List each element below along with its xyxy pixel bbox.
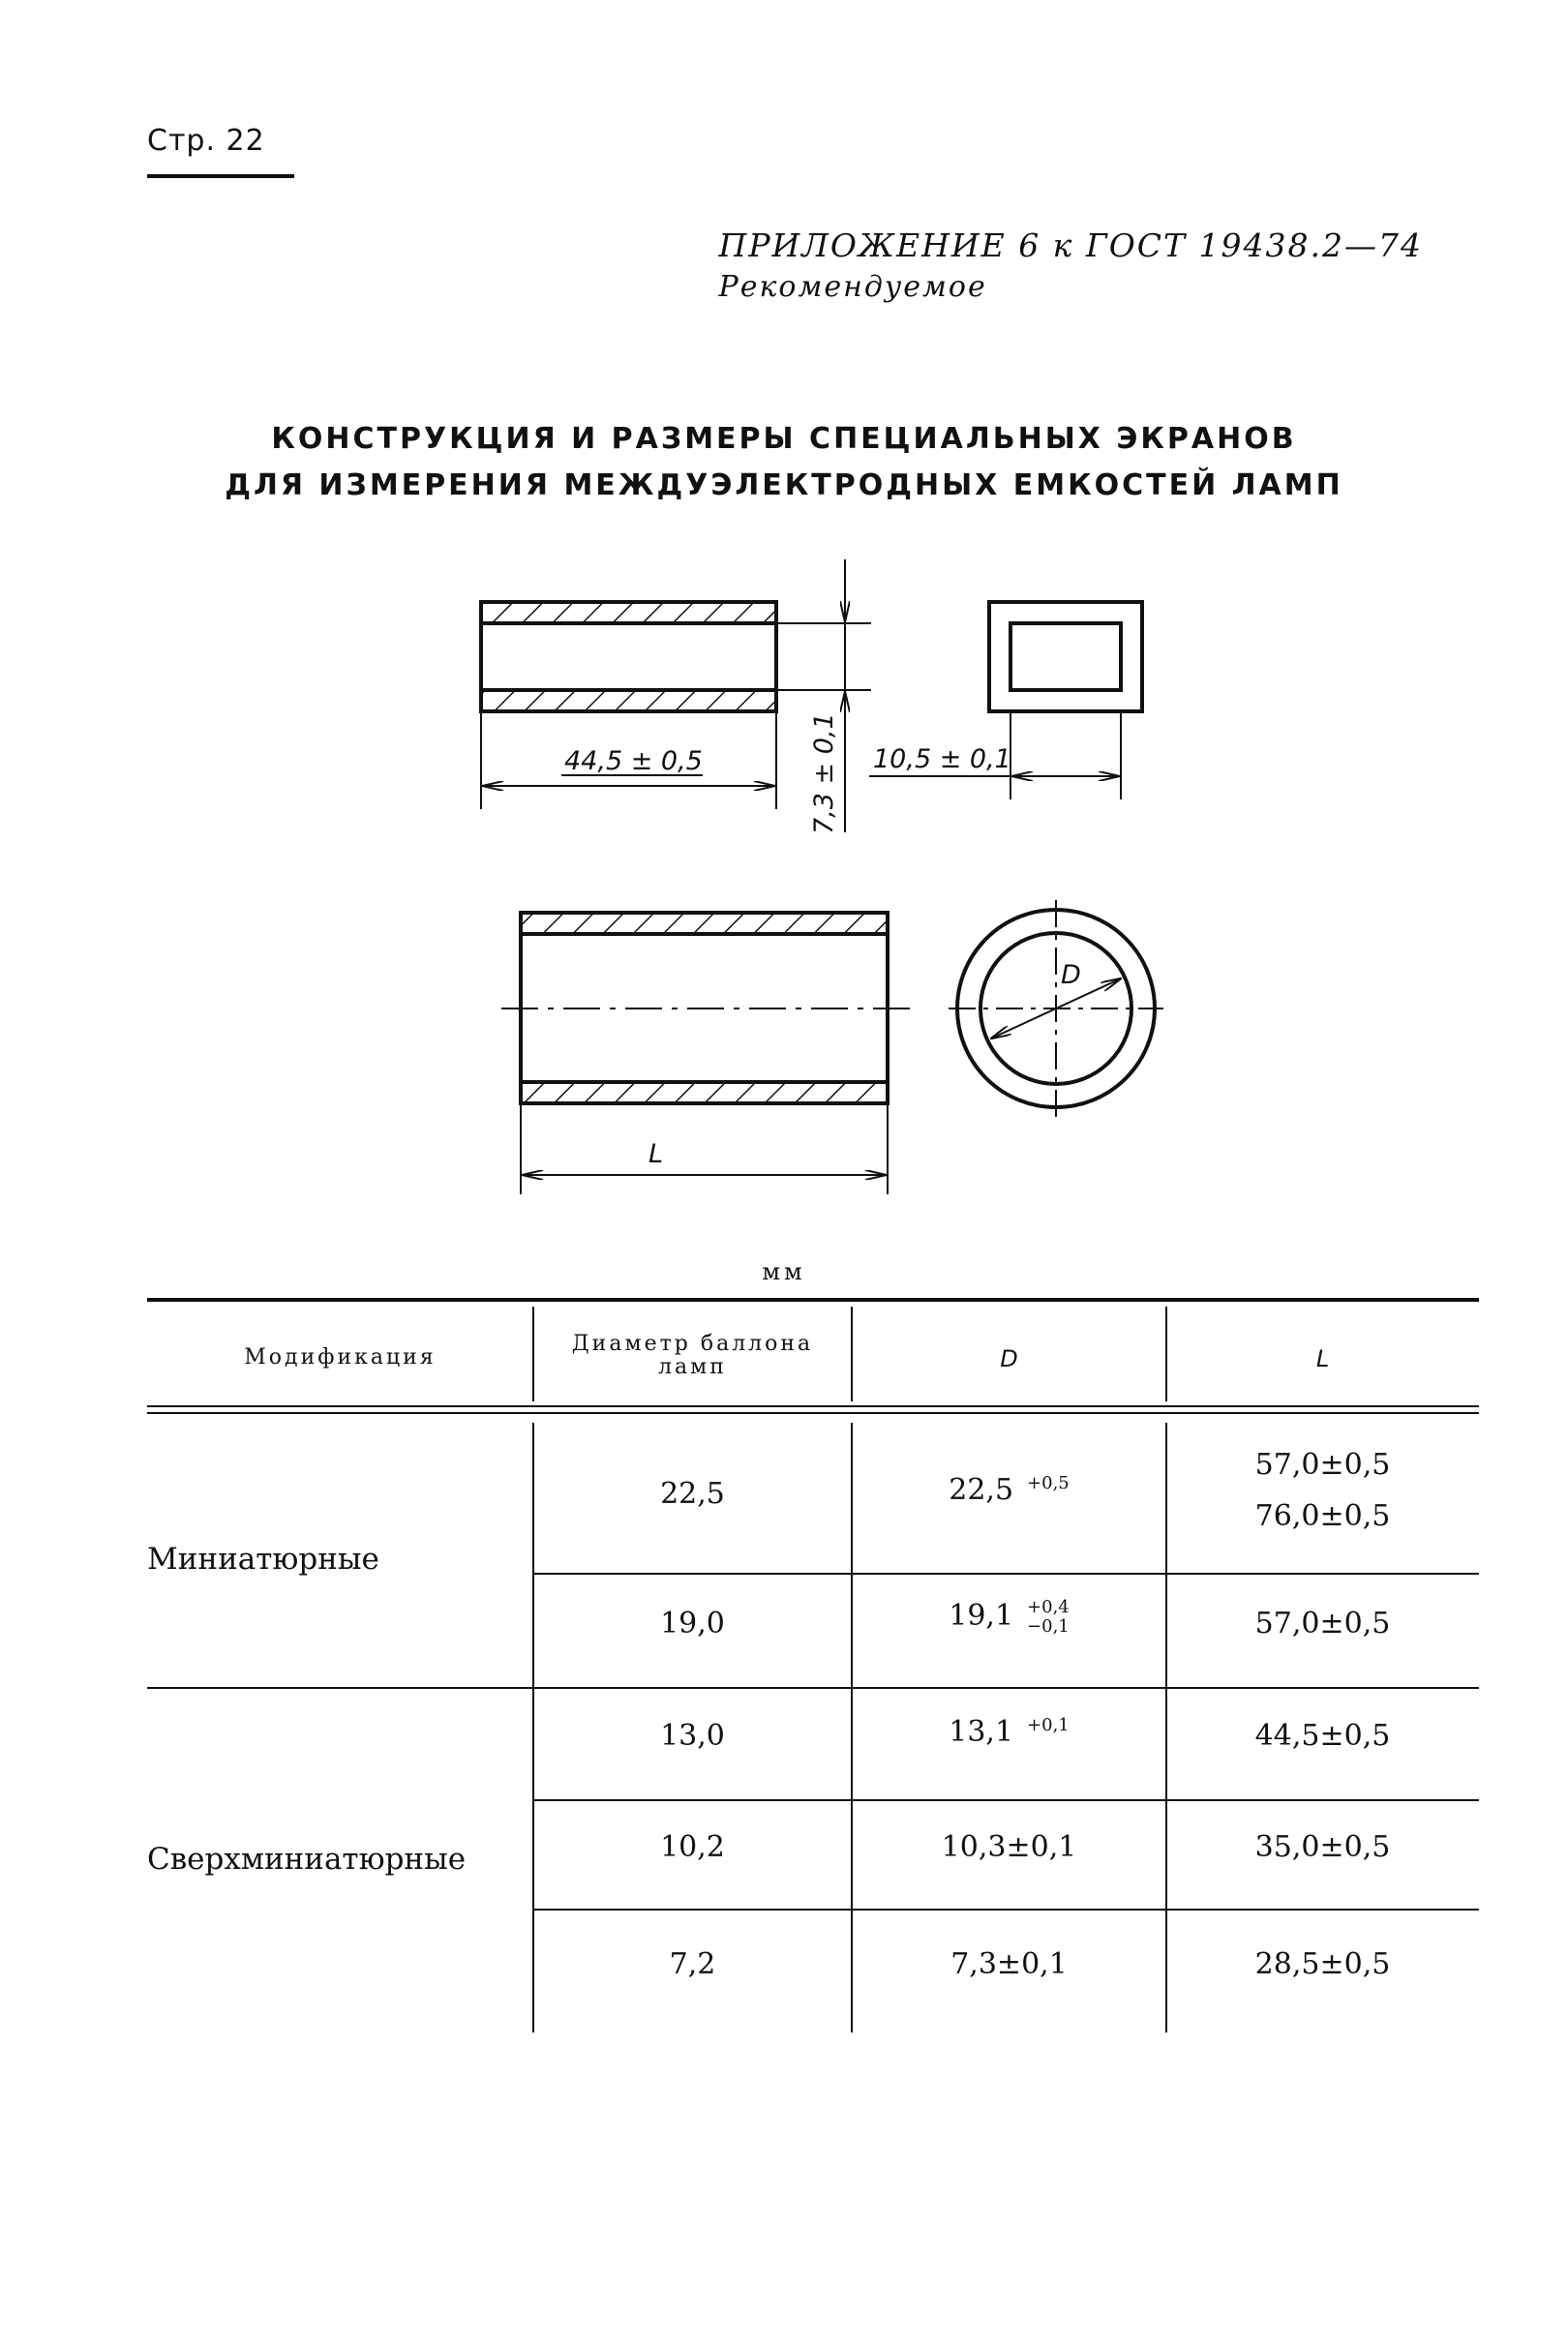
row2-d-value: 19,1 — [949, 1599, 1014, 1633]
row1-d-tolerance: +0,5 — [1027, 1473, 1070, 1493]
group-miniature: Миниатюрные — [147, 1542, 379, 1577]
row1-d — [852, 1473, 1166, 1507]
header-bulb-line-1: Диаметр баллона — [571, 1332, 814, 1356]
annex-status: Рекомендуемое — [718, 270, 987, 304]
row1-l-first: 57,0±0,5 — [1254, 1448, 1391, 1482]
row2-d-tolerance — [1027, 1598, 1070, 1637]
row2-bulb: 19,0 — [660, 1607, 725, 1641]
title-line-1: КОНСТРУКЦИЯ И РАЗМЕРЫ СПЕЦИАЛЬНЫХ ЭКРАНОВ — [271, 422, 1297, 456]
row2-d — [852, 1598, 1166, 1637]
row1-bulb: 22,5 — [660, 1477, 725, 1511]
header-bulb-diameter — [533, 1333, 852, 1379]
header-d: D — [1000, 1345, 1018, 1372]
row5-bulb: 7,2 — [669, 1947, 716, 1981]
row1-l-second: 76,0±0,5 — [1254, 1499, 1391, 1533]
row4-l: 35,0±0,5 — [1254, 1830, 1391, 1864]
annex-title: ПРИЛОЖЕНИЕ 6 к ГОСТ 19438.2—74 — [718, 226, 1423, 264]
page-number: Стр. 22 — [147, 124, 265, 158]
row3-l: 44,5±0,5 — [1254, 1719, 1391, 1753]
header-l: L — [1315, 1345, 1330, 1372]
dim-width: 10,5 ± 0,1 — [873, 744, 1011, 774]
row2-d-tol-lower: −0,1 — [1027, 1616, 1070, 1637]
row4-bulb: 10,2 — [660, 1830, 725, 1864]
dim-height: 7,3 ± 0,1 — [809, 712, 839, 834]
row1-d-value: 22,5 — [949, 1473, 1014, 1507]
row3-d-value: 13,1 — [949, 1715, 1014, 1749]
row3-d — [852, 1715, 1166, 1749]
row3-bulb: 13,0 — [660, 1719, 725, 1753]
header-bulb-line-2: ламп — [658, 1355, 727, 1379]
row2-d-tol-upper: +0,4 — [1027, 1597, 1070, 1617]
dim-length-rect: 44,5 ± 0,5 — [564, 746, 703, 776]
header-modification: Модификация — [244, 1345, 437, 1370]
row3-d-tolerance: +0,1 — [1027, 1715, 1070, 1735]
group-subminiature: Сверхминиатюрные — [147, 1842, 467, 1877]
row5-l: 28,5±0,5 — [1254, 1947, 1391, 1981]
title-line-2: ДЛЯ ИЗМЕРЕНИЯ МЕЖДУЭЛЕКТРОДНЫХ ЕМКОСТЕЙ ЛАМП — [225, 468, 1343, 502]
table-unit: мм — [762, 1258, 806, 1285]
label-diameter: D — [1061, 960, 1081, 990]
row2-l: 57,0±0,5 — [1254, 1607, 1391, 1641]
row4-d: 10,3±0,1 — [941, 1830, 1077, 1864]
label-length: L — [648, 1139, 664, 1169]
row5-d: 7,3±0,1 — [950, 1947, 1068, 1981]
